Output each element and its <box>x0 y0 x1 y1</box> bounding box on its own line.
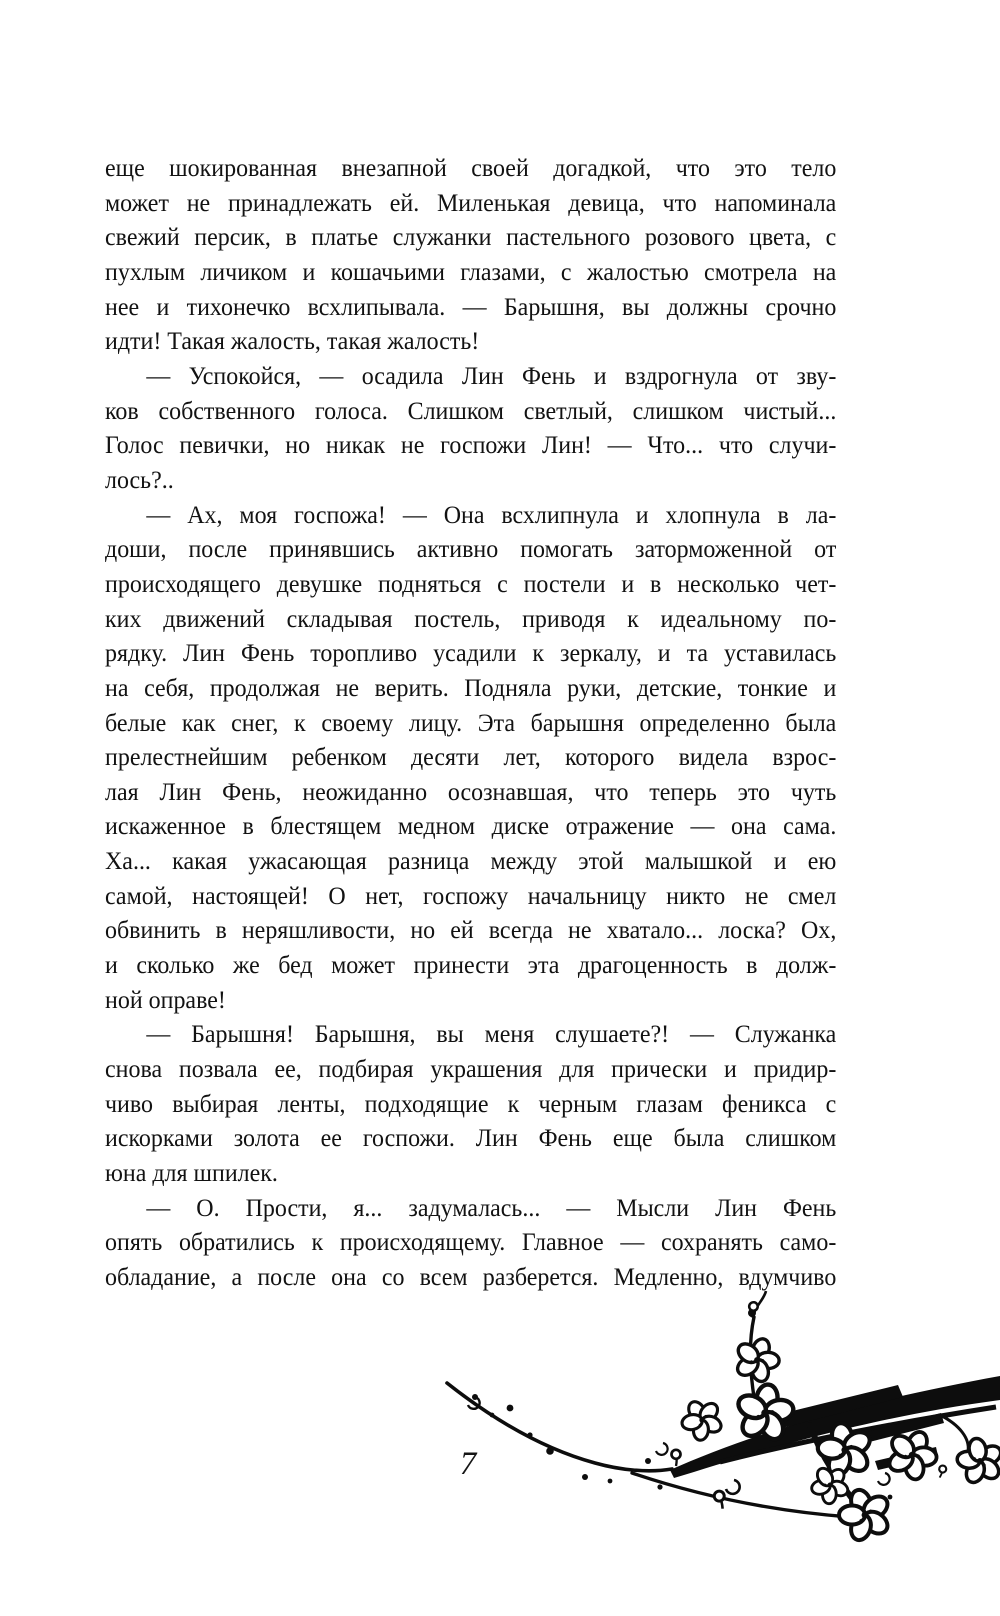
text-line: происходящего девушке подняться с постели и в несколько чет- <box>105 568 837 598</box>
text-line: ной оправе! <box>105 984 226 1014</box>
text-line: искорками золота ее госпожи. Лин Фень еще была слишком <box>105 1123 837 1153</box>
text-line: самой, настоящей! О нет, госпожу начальницу никто не смел <box>105 880 837 910</box>
text-line: обвинить в неряшливости, но ей всегда не хватало... лоска? Ох, <box>105 915 837 945</box>
text-line: Ха... какая ужасающая разница между этой малышкой и ею <box>105 846 837 876</box>
branch <box>447 1291 1000 1517</box>
text-line: опять обратились к происходящему. Главное — сохранять само- <box>105 1227 837 1257</box>
text-line: может не принадлежать ей. Миленькая девица, что напоминала <box>105 187 837 217</box>
text-line: — Барышня! Барышня, вы меня слушаете?! — Служанка <box>146 1019 837 1049</box>
text-line: искаженное в блестящем медном диске отражение — она сама. <box>105 811 837 841</box>
text-line: лая Лин Фень, неожиданно осознавшая, что теперь это чуть <box>105 776 837 806</box>
page-number: 7 <box>459 1446 477 1482</box>
text-line: и сколько же бед может принести эта драгоценность в долж- <box>105 950 837 980</box>
text-line: свежий персик, в платье служанки пастельного розового цвета, с <box>105 222 837 252</box>
text-line: на себя, продолжая не верить. Подняла руки, детские, тонкие и <box>105 672 837 702</box>
text-line: Голос певички, но никак не госпожи Лин! — Что... что случи- <box>105 430 837 460</box>
text-line: обладание, а после она со всем разберется. Медленно, вдумчиво <box>105 1262 837 1291</box>
text-line: — О. Прости, я... задумалась... — Мысли Лин Фень <box>146 1192 837 1222</box>
text-line: чиво выбирая ленты, подходящие к черным глазам феникса с <box>105 1088 837 1118</box>
text-line: идти! Такая жалость, такая жалость! <box>105 326 480 356</box>
text-line: еще шокированная внезапной своей догадкой, что это тело <box>105 153 837 182</box>
text-line: прелестнейшим ребенком десяти лет, которого видела взрос- <box>105 742 837 772</box>
text-line: снова позвала ее, подбирая украшения для прически и придир- <box>105 1054 837 1084</box>
text-line: ких движений складывая постель, приводя к идеальному по- <box>105 603 837 633</box>
text-line: белые как снег, к своему лицу. Эта барышня определенно была <box>105 707 837 737</box>
text-line: — Ах, моя госпожа! — Она всхлипнула и хлопнула в ла- <box>146 499 837 529</box>
text-line: юна для шпилек. <box>105 1158 278 1188</box>
blossom-branch-illustration <box>420 1265 1000 1565</box>
text-line: рядку. Лин Фень торопливо усадили к зеркалу, и та уставилась <box>105 638 837 668</box>
body-text <box>105 151 836 1295</box>
text-line: лось?.. <box>105 464 174 494</box>
blossoms <box>672 1302 1000 1549</box>
text-line: нее и тихонечко всхлипывала. — Барышня, вы должны срочно <box>105 291 837 321</box>
text-line: пухлым личиком и кошачьими глазами, с жалостью смотрела на <box>105 256 837 286</box>
text-line: доши, после принявшись активно помогать заторможенной от <box>105 534 837 564</box>
text-line: ков собственного голоса. Слишком светлый, слишком чистый... <box>105 395 837 425</box>
text-line: — Успокойся, — осадила Лин Фень и вздрогнула от зву- <box>146 360 837 390</box>
